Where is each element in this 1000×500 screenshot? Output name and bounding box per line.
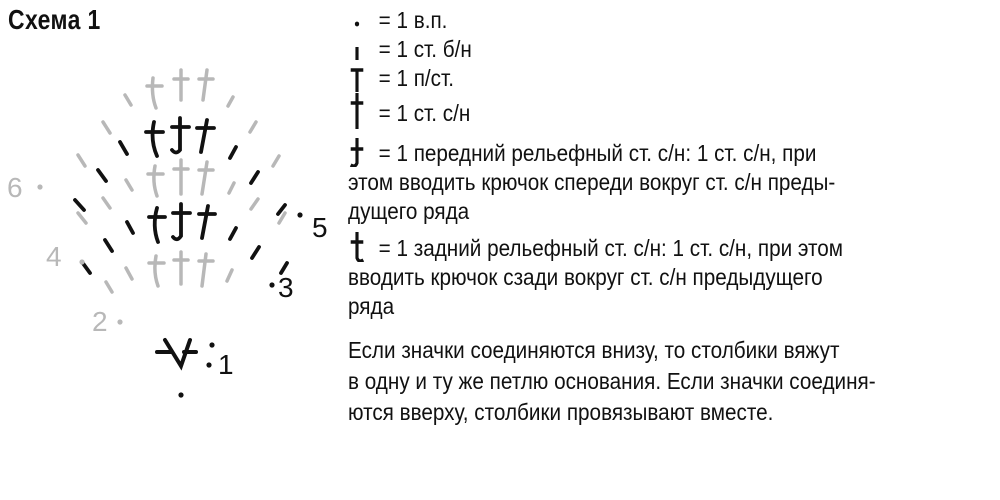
half-double-crochet-icon bbox=[348, 64, 373, 93]
front-post-dc-icon bbox=[348, 139, 373, 168]
legend-text: этом вводить крючок спереди вокруг ст. с/н преды- bbox=[348, 169, 836, 195]
row-label-2: 2 bbox=[92, 306, 108, 337]
chain-dot-icon bbox=[348, 6, 373, 35]
legend-item-front-post bbox=[348, 139, 933, 168]
legend-line bbox=[348, 197, 933, 226]
legend-text: = 1 в.п. bbox=[378, 7, 448, 33]
single-crochet-icon bbox=[348, 35, 373, 64]
double-crochet-icon bbox=[348, 93, 373, 122]
legend-line bbox=[348, 292, 933, 321]
legend-item-chain bbox=[348, 6, 933, 35]
diagram-title: Схема 1 bbox=[8, 4, 101, 35]
legend-text: = 1 ст. с/н bbox=[378, 100, 471, 126]
row-label-6: 6 bbox=[7, 172, 23, 203]
legend-text: = 1 передний рельефный ст. с/н: 1 ст. с/н, при bbox=[378, 140, 817, 166]
legend-item-half-double-crochet bbox=[348, 64, 933, 93]
legend bbox=[348, 6, 998, 428]
row-label-4: 4 bbox=[46, 241, 62, 272]
legend-item-double-crochet bbox=[348, 93, 933, 131]
legend-item-back-post bbox=[348, 234, 933, 263]
row-1 bbox=[157, 340, 196, 366]
legend-text: = 1 п/ст. bbox=[378, 65, 454, 91]
chain-dots bbox=[178, 212, 302, 397]
note-line: в одну и ту же петлю основания. Если значки соединя- bbox=[348, 368, 876, 394]
legend-text: ряда bbox=[348, 293, 395, 319]
legend-item-single-crochet bbox=[348, 35, 933, 64]
legend-text: дущего ряда bbox=[348, 198, 470, 224]
row-label-1: 1 bbox=[218, 349, 234, 380]
legend-text: вводить крючок сзади вокруг ст. с/н предыдущего bbox=[348, 264, 823, 290]
back-post-dc-icon bbox=[348, 234, 373, 263]
row-3 bbox=[82, 204, 287, 273]
row-label-5: 5 bbox=[312, 212, 328, 243]
legend-text: = 1 ст. б/н bbox=[378, 36, 472, 62]
legend-line bbox=[348, 263, 933, 292]
row-label-3: 3 bbox=[278, 272, 294, 303]
crochet-chart bbox=[0, 40, 340, 410]
legend-text: = 1 задний рельефный ст. с/н: 1 ст. с/н, при этом bbox=[378, 235, 844, 261]
note-line: ются вверху, столбики провязывают вместе. bbox=[348, 399, 774, 425]
note-paragraph bbox=[348, 335, 978, 428]
legend-line bbox=[348, 168, 933, 197]
row-2 bbox=[106, 252, 232, 292]
note-line: Если значки соединяются внизу, то столбики вяжут bbox=[348, 337, 840, 363]
